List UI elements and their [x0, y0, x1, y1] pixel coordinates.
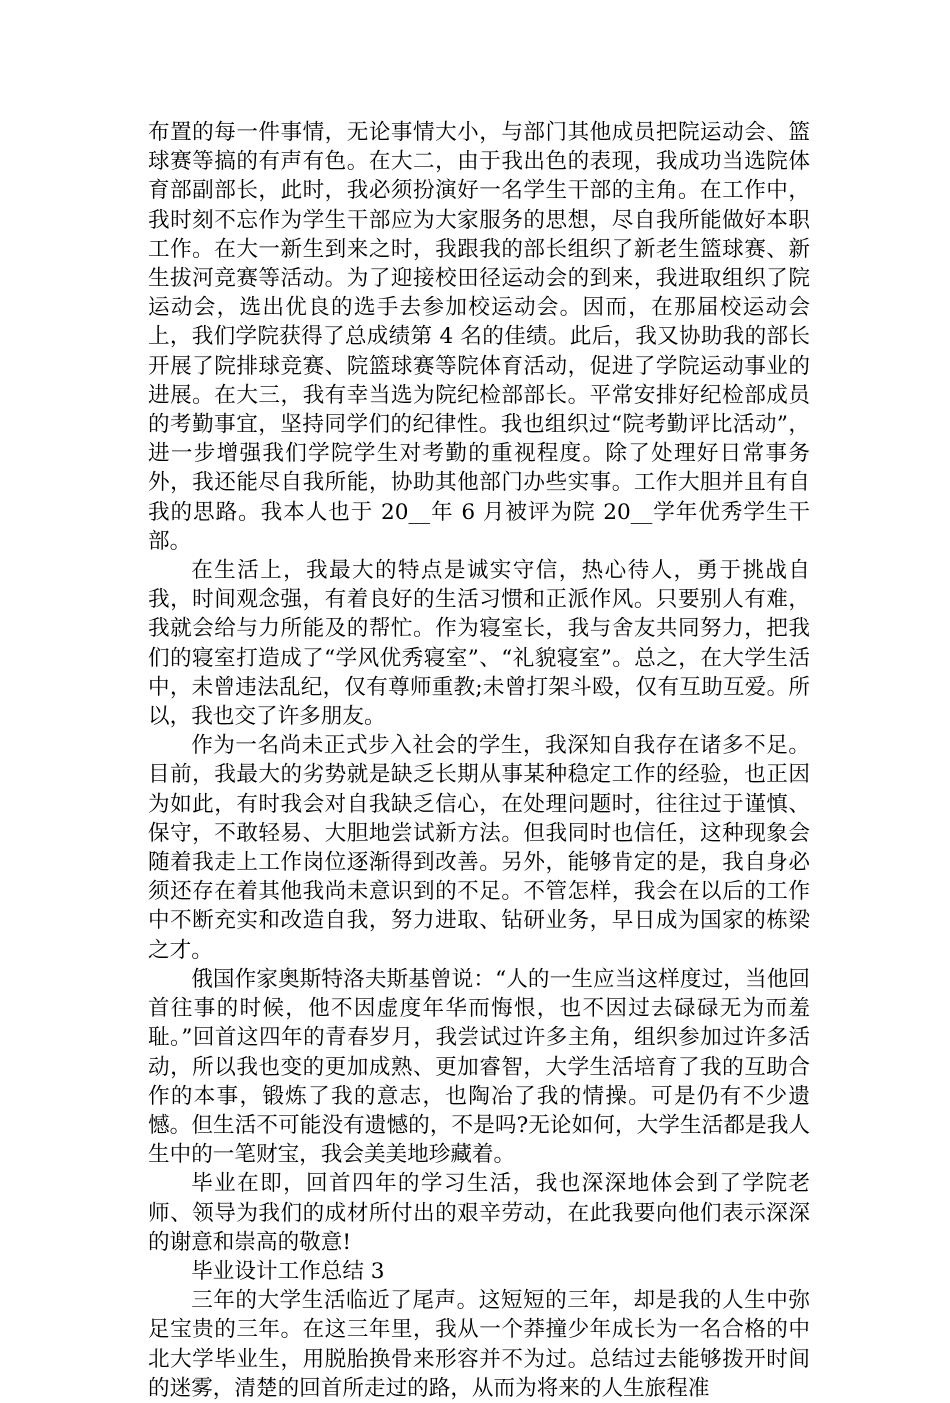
paragraph-three-years: 三年的大学生活临近了尾声。这短短的三年，却是我的人生中弥足宝贵的三年。在这三年里，我从一个莽撞少年成长为一名合格的中北大学毕业生，用脱胎换骨来形容并不为过。总结过去能够拨开时间的迷雾，清楚的回首所走过的路，从而为将来的人生旅程准	[148, 1288, 810, 1401]
section-heading: 毕业设计工作总结 3	[191, 1258, 385, 1284]
document-body	[148, 118, 810, 1403]
paragraph-quote: 俄国作家奥斯特洛夫斯基曾说：“人的一生应当这样度过，当他回首往事的时候，他不因虚度年华而悔恨，也不因过去碌碌无为而羞耻。”回首这四年的青春岁月，我尝试过许多主角，组织参加过许多活动，所以我也变的更加成熟、更加睿智，大学生活培育了我的互助合作的本事，锻炼了我的意志，也陶冶了我的情操。可是仍有不少遗憾。但生活不可能没有遗憾的，不是吗?无论如何，大学生活都是我人生中的一笔财宝，我会美美地珍藏着。	[148, 966, 810, 1168]
paragraph-student-work: 布置的每一件事情，无论事情大小，与部门其他成员把院运动会、篮球赛等搞的有声有色。在大二，由于我出色的表现，我成功当选院体育部副部长，此时，我必须扮演好一名学生干部的主角。在工作中，我时刻不忘作为学生干部应为大家服务的思想，尽自我所能做好本职工作。在大一新生到来之时，我跟我的部长组织了新老生篮球赛、新生拔河竞赛等活动。为了迎接校田径运动会的到来，我进取组织了院运动会，选出优良的选手去参加校运动会。因而，在那届校运动会上，我们学院获得了总成绩第 4 名的佳绩。此后，我又协助我的部长开展了院排球竞赛、院篮球赛等院体育活动，促进了学院运动事业的进展。在大三，我有幸当选为院纪检部部长。平常安排好纪检部成员的考勤事宜，坚持同学们的纪律性。我也组织过“院考勤评比活动”，进一步增强我们学院学生对考勤的重视程度。除了处理好日常事务外，我还能尽自我所能，协助其他部门办些实事。工作大胆并且有自我的思路。我本人也于 20__年 6 月被评为院 20__学年优秀学生干部。	[148, 120, 810, 554]
paragraph-gratitude: 毕业在即，回首四年的学习生活，我也深深地体会到了学院老师、领导为我们的成材所付出的艰辛劳动，在此我要向他们表示深深的谢意和崇高的敬意!	[148, 1171, 810, 1255]
paragraph-life: 在生活上，我最大的特点是诚实守信，热心待人，勇于挑战自我，时间观念强，有着良好的生活习惯和正派作风。只要别人有难，我就会给与力所能及的帮忙。作为寝室长，我与舍友共同努力，把我们的寝室打造成了“学风优秀寝室”、“礼貌寝室”。总之，在大学生活中，未曾违法乱纪，仅有尊师重教;未曾打架斗殴，仅有互助互爱。所以，我也交了许多朋友。	[148, 558, 810, 730]
paragraph-shortcomings: 作为一名尚未正式步入社会的学生，我深知自我存在诸多不足。目前，我最大的劣势就是缺乏长期从事某种稳定工作的经验，也正因为如此，有时我会对自我缺乏信心，在处理问题时，往往过于谨慎、保守，不敢轻易、大胆地尝试新方法。但我同时也信任，这种现象会随着我走上工作岗位逐渐得到改善。另外，能够肯定的是，我自身必须还存在着其他我尚未意识到的不足。不管怎样，我会在以后的工作中不断充实和改造自我，努力进取、钻研业务，早日成为国家的栋梁之才。	[148, 733, 810, 963]
